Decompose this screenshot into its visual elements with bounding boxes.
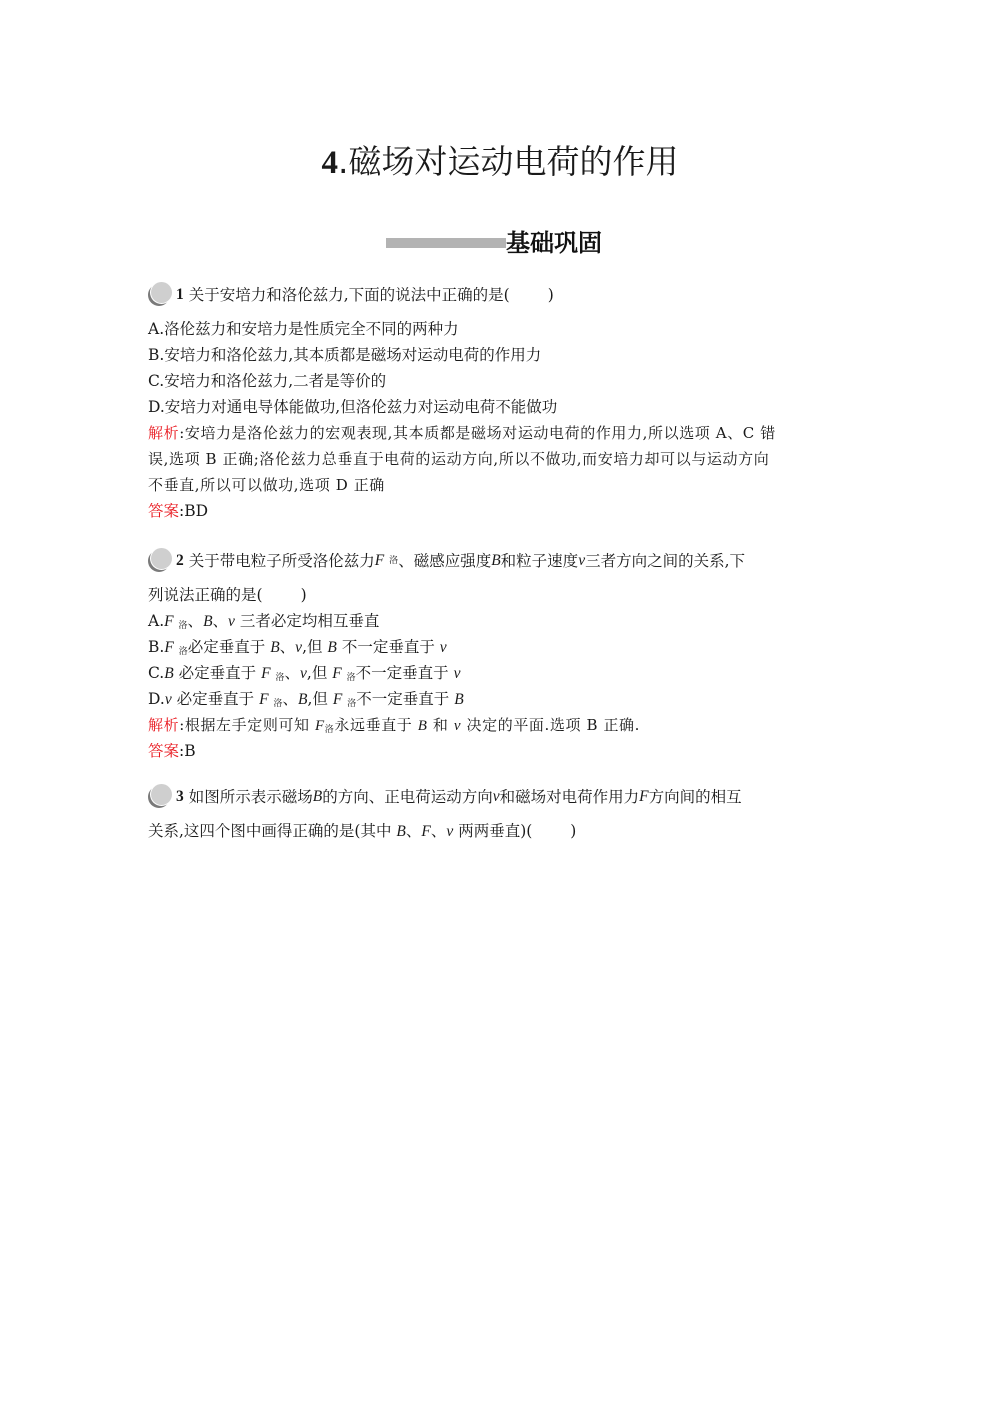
analysis-text: :安培力是洛伦兹力的宏观表现,其本质都是磁场对运动电荷的作用力,所以选项 A、C 错 [179, 424, 776, 442]
symbol-b: B [203, 613, 213, 630]
analysis-line-3: 不垂直,所以可以做功,选项 D 正确 [148, 476, 385, 494]
section-header [386, 226, 602, 260]
question-stem [148, 282, 853, 308]
option-d: D.安培力对通电导体能做功,但洛伦兹力对运动电荷不能做功 [148, 398, 558, 416]
question-bullet-icon [148, 548, 176, 574]
option-text: 不一定垂直于 [356, 690, 455, 708]
symbol-b: B [270, 639, 280, 656]
page-title [0, 138, 1000, 187]
symbol-v: v [295, 639, 303, 656]
option-prefix: D. [148, 690, 165, 708]
title-text: .磁场对运动电荷的作用 [338, 142, 679, 181]
symbol-f: F [315, 718, 325, 734]
answer-label: 答案 [148, 502, 180, 520]
analysis-text: 决定的平面.选项 B 正确. [461, 716, 641, 734]
question-number: 1 [176, 286, 184, 303]
option-text: 、 [187, 612, 204, 630]
symbol-f: F [332, 665, 342, 682]
stem-text: 、 [430, 822, 447, 840]
stem-text: 关于带电粒子所受洛伦兹力 [188, 552, 375, 570]
option-text: 必定垂直于 [171, 690, 260, 708]
symbol-v: v [228, 613, 235, 630]
option-c: C.安培力和洛伦兹力,二者是等价的 [148, 372, 387, 390]
answer-label: 答案 [148, 742, 180, 760]
subscript-luo: 洛 [389, 556, 399, 566]
analysis-label: 解析 [148, 716, 180, 734]
question-stem-line-2 [148, 582, 853, 608]
bracket-close: ) [547, 286, 554, 304]
symbol-f: F [639, 788, 649, 805]
symbol-b: B [327, 639, 337, 656]
analysis-text: 和 [427, 716, 454, 734]
analysis-text: :根据左手定则可知 [179, 716, 316, 734]
option-text: 必定垂直于 [173, 664, 262, 682]
symbol-f: F [259, 691, 269, 708]
analysis-line-2: 误,选项 B 正确;洛伦兹力总垂直于电荷的运动方向,所以不做功,而安培力却可以与运动方向 [148, 450, 770, 468]
option-text: ,但 [302, 638, 328, 656]
option-text: 、 [279, 638, 296, 656]
question-1 [148, 282, 853, 524]
stem-text: 关系,这四个图中画得正确的是(其中 [148, 822, 397, 840]
symbol-f: F [374, 552, 385, 569]
symbol-v: v [492, 788, 500, 805]
symbol-v: v [578, 552, 586, 569]
symbol-f: F [164, 639, 174, 656]
option-text: ,但 [306, 664, 333, 682]
option-text: 必定垂直于 [187, 638, 271, 656]
symbol-b: B [312, 788, 323, 805]
stem-text: 列说法正确的是( [148, 586, 263, 604]
symbol-b: B [164, 665, 174, 682]
analysis-label: 解析 [148, 424, 180, 442]
question-number: 3 [176, 788, 184, 805]
symbol-b: B [396, 823, 406, 840]
question-number: 2 [176, 552, 184, 569]
symbol-v: v [446, 823, 454, 840]
option-text: 、 [284, 664, 300, 682]
option-c [148, 660, 853, 686]
stem-text: 两两垂直)( [453, 822, 533, 840]
subscript-luo: 洛 [275, 673, 285, 683]
option-b: B.安培力和洛伦兹力,其本质都是磁场对运动电荷的作用力 [148, 346, 542, 364]
option-text: 、 [282, 690, 298, 708]
answer-line [148, 498, 853, 524]
symbol-b: B [491, 552, 501, 569]
question-stem [148, 548, 853, 574]
question-bullet-icon [148, 784, 176, 810]
option-text: 不一定垂直于 [336, 638, 440, 656]
section-title: 基础巩固 [506, 229, 602, 257]
symbol-f: F [421, 823, 431, 840]
option-text: ,但 [307, 690, 333, 708]
stem-text: 、磁感应强度 [398, 552, 492, 570]
stem-text: 、 [405, 822, 422, 840]
symbol-f: F [332, 691, 343, 708]
question-3 [148, 784, 853, 844]
answer-value: :BD [179, 502, 209, 520]
symbol-f: F [261, 665, 271, 682]
answer-line [148, 738, 853, 764]
option-a [148, 608, 853, 634]
subscript-luo: 洛 [178, 621, 188, 631]
option-b [148, 634, 853, 660]
answer-value: :B [179, 742, 196, 760]
symbol-v: v [439, 639, 447, 656]
question-text: 关于安培力和洛伦兹力,下面的说法中正确的是( [188, 286, 510, 304]
symbol-v: v [453, 718, 462, 734]
question-stem-line-2 [148, 818, 853, 844]
symbol-b: B [417, 718, 428, 734]
option-text: 不一定垂直于 [355, 664, 454, 682]
title-number: 4 [321, 145, 338, 181]
symbol-f: F [164, 613, 174, 630]
stem-text: 和粒子速度 [500, 552, 579, 570]
subscript-luo: 洛 [273, 699, 283, 709]
subscript-luo: 洛 [178, 647, 188, 657]
subscript-luo: 洛 [347, 699, 357, 709]
question-2 [148, 548, 853, 764]
option-a: A.洛伦兹力和安培力是性质完全不同的两种力 [148, 320, 459, 338]
section-bar-divider [386, 238, 506, 248]
symbol-b: B [454, 691, 464, 708]
symbol-v: v [453, 665, 461, 682]
stem-text: 和磁场对电荷作用力 [499, 788, 640, 806]
stem-text: 三者方向之间的关系,下 [585, 552, 746, 570]
option-text: 、 [212, 612, 229, 630]
symbol-b: B [298, 691, 308, 708]
stem-text: 方向间的相互 [648, 788, 742, 806]
analysis-text: 永远垂直于 [334, 716, 418, 734]
subscript-luo: 洛 [346, 673, 356, 683]
bracket-close: ) [300, 586, 307, 604]
subscript-luo: 洛 [324, 725, 335, 735]
analysis-line-1 [148, 712, 853, 738]
bracket-close: ) [570, 822, 577, 840]
option-text: 三者必定均相互垂直 [234, 612, 380, 630]
symbol-v: v [300, 665, 307, 682]
stem-text: 如图所示表示磁场 [188, 788, 313, 806]
analysis-line-1 [148, 420, 853, 446]
stem-text: 的方向、正电荷运动方向 [322, 788, 493, 806]
option-d [148, 686, 853, 712]
option-prefix: C. [148, 664, 165, 682]
symbol-v: v [164, 691, 172, 708]
question-stem [148, 784, 853, 810]
option-prefix: B. [148, 638, 165, 656]
option-prefix: A. [148, 612, 165, 630]
question-bullet-icon [148, 282, 176, 308]
